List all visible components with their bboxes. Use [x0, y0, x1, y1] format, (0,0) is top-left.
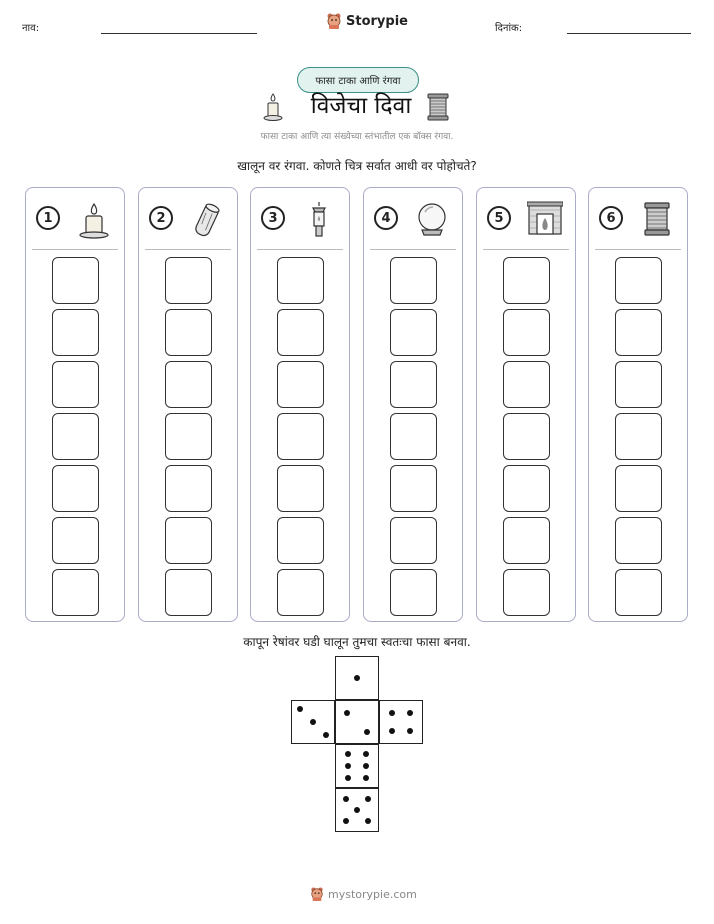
die-pip: [345, 751, 351, 757]
color-box[interactable]: [52, 361, 99, 408]
color-box[interactable]: [615, 361, 662, 408]
die-face-4: [379, 700, 423, 744]
color-box[interactable]: [503, 257, 550, 304]
die-pip: [354, 675, 360, 681]
storypie-mascot-icon: [326, 12, 342, 30]
color-box[interactable]: [165, 361, 212, 408]
date-line[interactable]: [567, 33, 691, 34]
column-3: [250, 187, 350, 622]
thread-spool-icon: [425, 92, 451, 122]
brand-name: Storypie: [346, 13, 408, 29]
color-box[interactable]: [277, 413, 324, 460]
color-box[interactable]: [52, 413, 99, 460]
color-box[interactable]: [390, 517, 437, 564]
die-pip: [365, 818, 371, 824]
column-divider: [595, 249, 681, 250]
color-box[interactable]: [165, 569, 212, 616]
footer: [310, 886, 417, 902]
die-face-1: [335, 656, 379, 700]
color-box[interactable]: [165, 465, 212, 512]
column-2: [138, 187, 238, 622]
column-1: [25, 187, 125, 622]
die-face-3: [291, 700, 335, 744]
color-box[interactable]: [52, 517, 99, 564]
die-pip: [363, 775, 369, 781]
color-box[interactable]: [390, 309, 437, 356]
name-line[interactable]: [101, 33, 257, 34]
color-box[interactable]: [615, 569, 662, 616]
color-box[interactable]: [390, 465, 437, 512]
die-pip: [343, 796, 349, 802]
color-box[interactable]: [615, 517, 662, 564]
worksheet-title: विजेचा दिवा: [310, 93, 412, 119]
column-number: 4: [374, 206, 398, 230]
die-pip: [407, 710, 413, 716]
column-number: 1: [36, 206, 60, 230]
color-box[interactable]: [615, 465, 662, 512]
color-box[interactable]: [277, 361, 324, 408]
column-number: 6: [599, 206, 623, 230]
column-divider: [145, 249, 231, 250]
fireplace-icon: [527, 200, 563, 240]
color-box[interactable]: [390, 361, 437, 408]
color-box[interactable]: [52, 465, 99, 512]
color-box[interactable]: [277, 569, 324, 616]
color-box[interactable]: [277, 465, 324, 512]
color-box[interactable]: [390, 257, 437, 304]
column-divider: [32, 249, 118, 250]
color-box[interactable]: [277, 309, 324, 356]
column-6: [588, 187, 688, 622]
lantern-icon: [301, 200, 337, 240]
storypie-mascot-icon: [310, 886, 324, 902]
color-box[interactable]: [503, 413, 550, 460]
color-box[interactable]: [390, 569, 437, 616]
color-box[interactable]: [165, 257, 212, 304]
footer-url[interactable]: mystorypie.com: [328, 887, 417, 901]
color-box[interactable]: [503, 517, 550, 564]
die-pip: [364, 729, 370, 735]
die-pip: [365, 796, 371, 802]
color-box[interactable]: [503, 465, 550, 512]
color-box[interactable]: [390, 413, 437, 460]
color-box[interactable]: [165, 413, 212, 460]
column-divider: [257, 249, 343, 250]
die-pip: [343, 818, 349, 824]
candle-icon: [262, 92, 284, 122]
die-face-2: [335, 700, 379, 744]
color-box[interactable]: [503, 361, 550, 408]
column-number: 2: [149, 206, 173, 230]
color-box[interactable]: [615, 413, 662, 460]
column-divider: [370, 249, 456, 250]
crystal-ball-icon: [414, 200, 450, 240]
color-box[interactable]: [52, 309, 99, 356]
color-box[interactable]: [165, 517, 212, 564]
die-pip: [310, 719, 316, 725]
column-5: [476, 187, 576, 622]
die-pip: [297, 706, 303, 712]
thread-spool-icon: [639, 200, 675, 240]
color-box[interactable]: [615, 309, 662, 356]
die-face-6: [335, 744, 379, 788]
die-pip: [345, 763, 351, 769]
die-pip: [323, 732, 329, 738]
die-pip: [345, 775, 351, 781]
color-box[interactable]: [277, 257, 324, 304]
die-pip: [389, 710, 395, 716]
column-divider: [483, 249, 569, 250]
subtitle: फासा टाका आणि त्या संख्येच्या स्तंभातील एक बॉक्स रंगवा.: [260, 132, 454, 142]
color-box[interactable]: [52, 257, 99, 304]
date-label: दिनांक:: [495, 23, 523, 34]
storypie-logo: [326, 12, 408, 30]
die-pip: [363, 763, 369, 769]
name-label: नाव:: [22, 23, 40, 34]
color-box[interactable]: [52, 569, 99, 616]
candle-icon: [76, 200, 112, 240]
die-face-5: [335, 788, 379, 832]
die-pip: [354, 807, 360, 813]
column-4: [363, 187, 463, 622]
color-box[interactable]: [615, 257, 662, 304]
color-box[interactable]: [503, 309, 550, 356]
die-pip: [363, 751, 369, 757]
instruction: खालून वर रंगवा. कोणते चित्र सर्वात आधी वर पोहोचते?: [237, 159, 477, 173]
die-pip: [344, 710, 350, 716]
cut-instruction: कापून रेषांवर घडी घालून तुमचा स्वतःचा फासा बनवा.: [243, 635, 471, 649]
log-icon: [189, 200, 225, 240]
column-number: 3: [261, 206, 285, 230]
die-pip: [407, 728, 413, 734]
color-box[interactable]: [165, 309, 212, 356]
color-box[interactable]: [503, 569, 550, 616]
activity-badge: फासा टाका आणि रंगवा: [297, 67, 419, 93]
column-number: 5: [487, 206, 511, 230]
die-pip: [389, 728, 395, 734]
color-box[interactable]: [277, 517, 324, 564]
